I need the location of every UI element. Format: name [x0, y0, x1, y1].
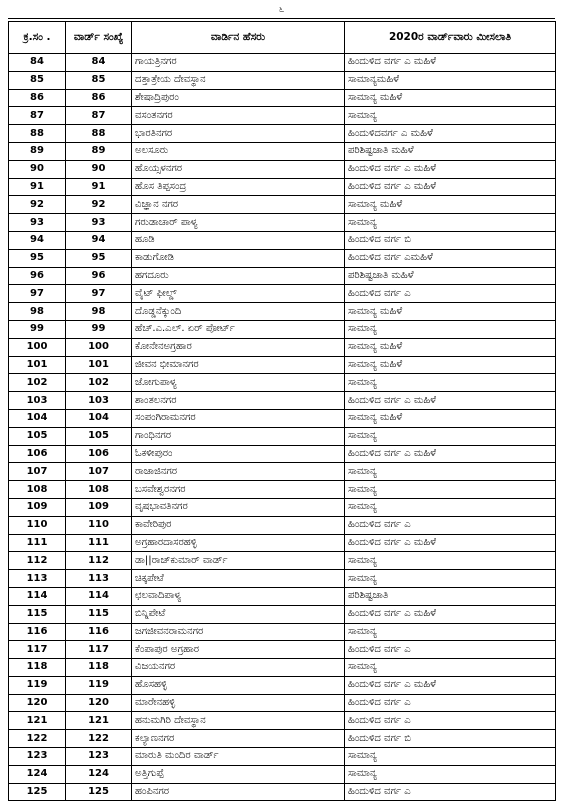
cell-reservation: ಸಾಮಾನ್ಯ	[345, 765, 556, 783]
cell-reservation: ಸಾಮಾನ್ಯ ಮಹಿಳೆ	[345, 338, 556, 356]
cell-ward-number: 113	[66, 570, 132, 588]
cell-reservation: ಹಿಂದುಳಿದ ವರ್ಗ ಎಮಹಿಳೆ	[345, 249, 556, 267]
cell-ward-number: 103	[66, 392, 132, 410]
cell-reservation: ಸಾಮಾನ್ಯ	[345, 320, 556, 338]
cell-ward-name: ದತ್ತಾತ್ರೇಯ ದೇವಸ್ಥಾನ	[132, 71, 345, 89]
table-row	[9, 516, 556, 534]
cell-reservation: ಸಾಮಾನ್ಯ ಮಹಿಳೆ	[345, 89, 556, 107]
table-row	[9, 552, 556, 570]
cell-ward-number: 102	[66, 374, 132, 392]
cell-ward-name: ಕಲ್ಯಾಣನಗರ	[132, 730, 345, 748]
cell-ward-number: 99	[66, 320, 132, 338]
page-number: ೬	[278, 4, 285, 15]
cell-ward-number: 116	[66, 623, 132, 641]
cell-ward-name: ಗರುಡಾಚಾರ್ ಪಾಳ್ಯ	[132, 214, 345, 232]
table-row	[9, 285, 556, 303]
cell-ward-name: ಹಂಪಿನಗರ	[132, 783, 345, 801]
cell-reservation: ಹಿಂದುಳಿದವರ್ಗ ಎ ಮಹಿಳೆ	[345, 125, 556, 143]
cell-ward-number: 124	[66, 765, 132, 783]
table-row	[9, 427, 556, 445]
table-row	[9, 392, 556, 410]
cell-reservation: ಸಾಮಾನ್ಯ	[345, 214, 556, 232]
cell-serial: 117	[9, 641, 66, 659]
table-row	[9, 231, 556, 249]
table-row	[9, 214, 556, 232]
cell-ward-number: 90	[66, 160, 132, 178]
cell-ward-name: ಅಲಸೂರು	[132, 142, 345, 160]
cell-reservation: ಸಾಮಾನ್ಯ	[345, 498, 556, 516]
table-row	[9, 356, 556, 374]
cell-reservation: ಸಾಮಾನ್ಯ	[345, 623, 556, 641]
cell-serial: 99	[9, 320, 66, 338]
cell-reservation: ಸಾಮಾನ್ಯ ಮಹಿಳೆ	[345, 303, 556, 321]
cell-serial: 120	[9, 694, 66, 712]
cell-ward-name: ವಿಜ್ಞಾನ ನಗರ	[132, 196, 345, 214]
cell-serial: 85	[9, 71, 66, 89]
cell-serial: 89	[9, 142, 66, 160]
cell-reservation: ಹಿಂದುಳಿದ ವರ್ಗ ಎ	[345, 641, 556, 659]
cell-ward-name: ವಸಂತನಗರ	[132, 107, 345, 125]
header-ward-number: ವಾರ್ಡ್ ಸಂಖ್ಯೆ	[66, 22, 132, 54]
cell-reservation: ಹಿಂದುಳಿದ ವರ್ಗ ಎ ಮಹಿಳೆ	[345, 605, 556, 623]
cell-serial: 121	[9, 712, 66, 730]
cell-serial: 113	[9, 570, 66, 588]
cell-reservation: ಸಾಮಾನ್ಯ ಮಹಿಳೆ	[345, 409, 556, 427]
cell-serial: 118	[9, 659, 66, 677]
cell-ward-number: 105	[66, 427, 132, 445]
cell-serial: 124	[9, 765, 66, 783]
cell-ward-number: 109	[66, 498, 132, 516]
cell-ward-name: ಅಗ್ರಹಾರದಾಸರಹಳ್ಳಿ	[132, 534, 345, 552]
cell-ward-name: ಗಾಂಧಿನಗರ	[132, 427, 345, 445]
cell-reservation: ಹಿಂದುಳಿದ ವರ್ಗ ಎ	[345, 694, 556, 712]
cell-serial: 104	[9, 409, 66, 427]
cell-ward-name: ಜಗಜೀವನರಾಮನಗರ	[132, 623, 345, 641]
cell-ward-number: 95	[66, 249, 132, 267]
cell-ward-number: 121	[66, 712, 132, 730]
cell-ward-number: 84	[66, 54, 132, 72]
table-row	[9, 587, 556, 605]
cell-serial: 115	[9, 605, 66, 623]
cell-reservation: ಸಾಮಾನ್ಯ	[345, 481, 556, 499]
cell-reservation: ಹಿಂದುಳಿದ ವರ್ಗ ಬಿ	[345, 730, 556, 748]
cell-ward-name: ದೊಡ್ಡನೆಕ್ಕುಂದಿ	[132, 303, 345, 321]
cell-serial: 102	[9, 374, 66, 392]
table-row	[9, 641, 556, 659]
cell-ward-number: 123	[66, 748, 132, 766]
cell-ward-name: ಹೊಯ್ಸಳನಗರ	[132, 160, 345, 178]
cell-reservation: ಹಿಂದುಳಿದ ವರ್ಗ ಎ ಮಹಿಳೆ	[345, 445, 556, 463]
table-row	[9, 71, 556, 89]
cell-reservation: ಸಾಮಾನ್ಯ	[345, 748, 556, 766]
table-row	[9, 267, 556, 285]
cell-serial: 97	[9, 285, 66, 303]
cell-ward-name: ಮಾರೇನಹಳ್ಳಿ	[132, 694, 345, 712]
cell-ward-number: 104	[66, 409, 132, 427]
cell-serial: 112	[9, 552, 66, 570]
header-serial: ಕ್ರ.ಸಂ .	[9, 22, 66, 54]
table-row	[9, 54, 556, 72]
cell-ward-number: 118	[66, 659, 132, 677]
cell-ward-number: 111	[66, 534, 132, 552]
cell-ward-number: 94	[66, 231, 132, 249]
cell-ward-number: 107	[66, 463, 132, 481]
cell-reservation: ಹಿಂದುಳಿದ ವರ್ಗ ಬಿ	[345, 231, 556, 249]
cell-ward-name: ಜೀವನ ಭೀಮಾನಗರ	[132, 356, 345, 374]
table-row	[9, 409, 556, 427]
cell-ward-name: ಛಲವಾದಿಪಾಳ್ಯ	[132, 587, 345, 605]
cell-reservation: ಸಾಮಾನ್ಯಮಹಿಳೆ	[345, 71, 556, 89]
cell-ward-name: ಕೋನೇನಅಗ್ರಹಾರ	[132, 338, 345, 356]
table-row	[9, 249, 556, 267]
cell-reservation: ಪರಿಶಿಷ್ಟಜಾತಿ ಮಹಿಳೆ	[345, 267, 556, 285]
cell-serial: 106	[9, 445, 66, 463]
cell-ward-number: 117	[66, 641, 132, 659]
table-row	[9, 730, 556, 748]
table-row	[9, 676, 556, 694]
table-row	[9, 178, 556, 196]
cell-reservation: ಸಾಮಾನ್ಯ	[345, 107, 556, 125]
cell-ward-name: ಶೇಷಾದ್ರಿಪುರಂ	[132, 89, 345, 107]
cell-serial: 101	[9, 356, 66, 374]
cell-ward-name: ವೃಷಭಾವತಿನಗರ	[132, 498, 345, 516]
cell-ward-number: 92	[66, 196, 132, 214]
cell-serial: 122	[9, 730, 66, 748]
cell-reservation: ಸಾಮಾನ್ಯ ಮಹಿಳೆ	[345, 356, 556, 374]
cell-reservation: ಸಾಮಾನ್ಯ	[345, 374, 556, 392]
cell-reservation: ಹಿಂದುಳಿದ ವರ್ಗ ಎ	[345, 783, 556, 801]
cell-ward-name: ರಾಜಾಜಿನಗರ	[132, 463, 345, 481]
cell-serial: 87	[9, 107, 66, 125]
table-row	[9, 374, 556, 392]
cell-ward-name: ಸಂಪಂಗಿರಾಮನಗರ	[132, 409, 345, 427]
table-row	[9, 160, 556, 178]
cell-ward-number: 108	[66, 481, 132, 499]
cell-ward-number: 115	[66, 605, 132, 623]
table-row	[9, 463, 556, 481]
cell-reservation: ಸಾಮಾನ್ಯ	[345, 427, 556, 445]
cell-ward-name: ಜೋಗುಪಾಳ್ಯ	[132, 374, 345, 392]
cell-ward-name: ಕಾಡುಗೋಡಿ	[132, 249, 345, 267]
cell-reservation: ಹಿಂದುಳಿದ ವರ್ಗ ಎ ಮಹಿಳೆ	[345, 392, 556, 410]
cell-reservation: ಹಿಂದುಳಿದ ವರ್ಗ ಎ ಮಹಿಳೆ	[345, 178, 556, 196]
table-body	[9, 54, 556, 801]
cell-serial: 108	[9, 481, 66, 499]
table-row	[9, 445, 556, 463]
cell-serial: 100	[9, 338, 66, 356]
table-header-row	[9, 22, 556, 54]
header-ward-name: ವಾರ್ಡಿನ ಹೆಸರು	[132, 22, 345, 54]
cell-serial: 92	[9, 196, 66, 214]
cell-serial: 114	[9, 587, 66, 605]
cell-ward-number: 114	[66, 587, 132, 605]
cell-ward-name: ಬಸವೇಶ್ವರನಗರ	[132, 481, 345, 499]
cell-ward-number: 110	[66, 516, 132, 534]
cell-ward-name: ಗಾಯತ್ರಿನಗರ	[132, 54, 345, 72]
cell-ward-name: ಮಾರುತಿ ಮಂದಿರ ವಾರ್ಡ್	[132, 748, 345, 766]
cell-serial: 107	[9, 463, 66, 481]
cell-reservation: ಸಾಮಾನ್ಯ	[345, 463, 556, 481]
cell-reservation: ಸಾಮಾನ್ಯ	[345, 552, 556, 570]
cell-serial: 91	[9, 178, 66, 196]
cell-ward-number: 120	[66, 694, 132, 712]
cell-ward-name: ಓಕಳೀಪುರಂ	[132, 445, 345, 463]
table-row	[9, 623, 556, 641]
cell-ward-number: 88	[66, 125, 132, 143]
table-row	[9, 570, 556, 588]
cell-reservation: ಹಿಂದುಳಿದ ವರ್ಗ ಎ	[345, 712, 556, 730]
table-row	[9, 712, 556, 730]
cell-ward-number: 101	[66, 356, 132, 374]
cell-serial: 111	[9, 534, 66, 552]
table-row	[9, 303, 556, 321]
table-row	[9, 659, 556, 677]
cell-ward-number: 97	[66, 285, 132, 303]
cell-serial: 125	[9, 783, 66, 801]
table-row	[9, 320, 556, 338]
cell-reservation: ಸಾಮಾನ್ಯ ಮಹಿಳೆ	[345, 196, 556, 214]
cell-ward-number: 119	[66, 676, 132, 694]
cell-ward-number: 85	[66, 71, 132, 89]
cell-ward-name: ವಿಜಯನಗರ	[132, 659, 345, 677]
table-row	[9, 196, 556, 214]
cell-reservation: ಪರಿಶಿಷ್ಟಜಾತಿ ಮಹಿಳೆ	[345, 142, 556, 160]
header-rule	[8, 18, 555, 19]
cell-reservation: ಹಿಂದುಳಿದ ವರ್ಗ ಎ	[345, 285, 556, 303]
table-row	[9, 338, 556, 356]
cell-serial: 109	[9, 498, 66, 516]
cell-serial: 116	[9, 623, 66, 641]
cell-ward-name: ಅತ್ತಿಗುಪ್ಪೆ	[132, 765, 345, 783]
cell-reservation: ಪರಿಶಿಷ್ಟಜಾತಿ	[345, 587, 556, 605]
table-row	[9, 748, 556, 766]
table-row	[9, 498, 556, 516]
cell-ward-number: 89	[66, 142, 132, 160]
cell-reservation: ಹಿಂದುಳಿದ ವರ್ಗ ಎ	[345, 516, 556, 534]
cell-ward-number: 122	[66, 730, 132, 748]
cell-ward-name: ಚಿಕ್ಕಪೇಟೆ	[132, 570, 345, 588]
cell-ward-name: ಶಾಂತಲನಗರ	[132, 392, 345, 410]
cell-serial: 98	[9, 303, 66, 321]
cell-ward-name: ಹೆಚ್.ಎ.ಎಲ್. ಏರ್ ಪೋರ್ಟ್	[132, 320, 345, 338]
ward-reservation-table	[8, 21, 556, 801]
table-row	[9, 694, 556, 712]
header-reservation: 2020ರ ವಾರ್ಡ್‌ವಾರು ಮೀಸಲಾತಿ	[345, 22, 556, 54]
cell-serial: 123	[9, 748, 66, 766]
cell-reservation: ಸಾಮಾನ್ಯ	[345, 659, 556, 677]
cell-ward-name: ಕೆಂಪಾಪುರ ಅಗ್ರಹಾರ	[132, 641, 345, 659]
cell-ward-name: ಭಾರತಿನಗರ	[132, 125, 345, 143]
table-row	[9, 125, 556, 143]
cell-reservation: ಹಿಂದುಳಿದ ವರ್ಗ ಎ ಮಹಿಳೆ	[345, 160, 556, 178]
cell-serial: 88	[9, 125, 66, 143]
cell-ward-name: ಹಗದೂರು	[132, 267, 345, 285]
table-row	[9, 107, 556, 125]
cell-ward-name: ಹೊಸ ತಿಪ್ಪಸಂದ್ರ	[132, 178, 345, 196]
cell-ward-name: ಬಿನ್ನಿಪೇಟೆ	[132, 605, 345, 623]
cell-serial: 94	[9, 231, 66, 249]
table-row	[9, 765, 556, 783]
table-row	[9, 142, 556, 160]
cell-ward-name: ವೈಟ್ ಫೀಲ್ಡ್	[132, 285, 345, 303]
cell-serial: 110	[9, 516, 66, 534]
cell-ward-number: 96	[66, 267, 132, 285]
cell-serial: 96	[9, 267, 66, 285]
cell-ward-number: 125	[66, 783, 132, 801]
cell-serial: 84	[9, 54, 66, 72]
cell-ward-number: 86	[66, 89, 132, 107]
cell-serial: 86	[9, 89, 66, 107]
table-row	[9, 783, 556, 801]
table-row	[9, 605, 556, 623]
cell-ward-number: 106	[66, 445, 132, 463]
cell-ward-number: 93	[66, 214, 132, 232]
cell-reservation: ಸಾಮಾನ್ಯ	[345, 570, 556, 588]
cell-serial: 93	[9, 214, 66, 232]
cell-ward-name: ಹನುಮಗಿರಿ ದೇವಸ್ಥಾನ	[132, 712, 345, 730]
cell-serial: 105	[9, 427, 66, 445]
cell-serial: 90	[9, 160, 66, 178]
cell-reservation: ಹಿಂದುಳಿದ ವರ್ಗ ಎ ಮಹಿಳೆ	[345, 534, 556, 552]
cell-ward-number: 91	[66, 178, 132, 196]
cell-serial: 103	[9, 392, 66, 410]
cell-ward-name: ಹೂಡಿ	[132, 231, 345, 249]
cell-serial: 95	[9, 249, 66, 267]
cell-ward-number: 112	[66, 552, 132, 570]
cell-ward-number: 87	[66, 107, 132, 125]
cell-reservation: ಹಿಂದುಳಿದ ವರ್ಗ ಎ ಮಹಿಳೆ	[345, 54, 556, 72]
cell-ward-name: ಕಾವೇರಿಪುರ	[132, 516, 345, 534]
cell-reservation: ಹಿಂದುಳಿದ ವರ್ಗ ಎ ಮಹಿಳೆ	[345, 676, 556, 694]
cell-ward-name: ಡಾ||ರಾಜ್‌ಕುಮಾರ್ ವಾರ್ಡ್	[132, 552, 345, 570]
table-row	[9, 89, 556, 107]
cell-serial: 119	[9, 676, 66, 694]
cell-ward-number: 100	[66, 338, 132, 356]
table-row	[9, 534, 556, 552]
cell-ward-name: ಹೊಸಹಳ್ಳಿ	[132, 676, 345, 694]
table-row	[9, 481, 556, 499]
cell-ward-number: 98	[66, 303, 132, 321]
